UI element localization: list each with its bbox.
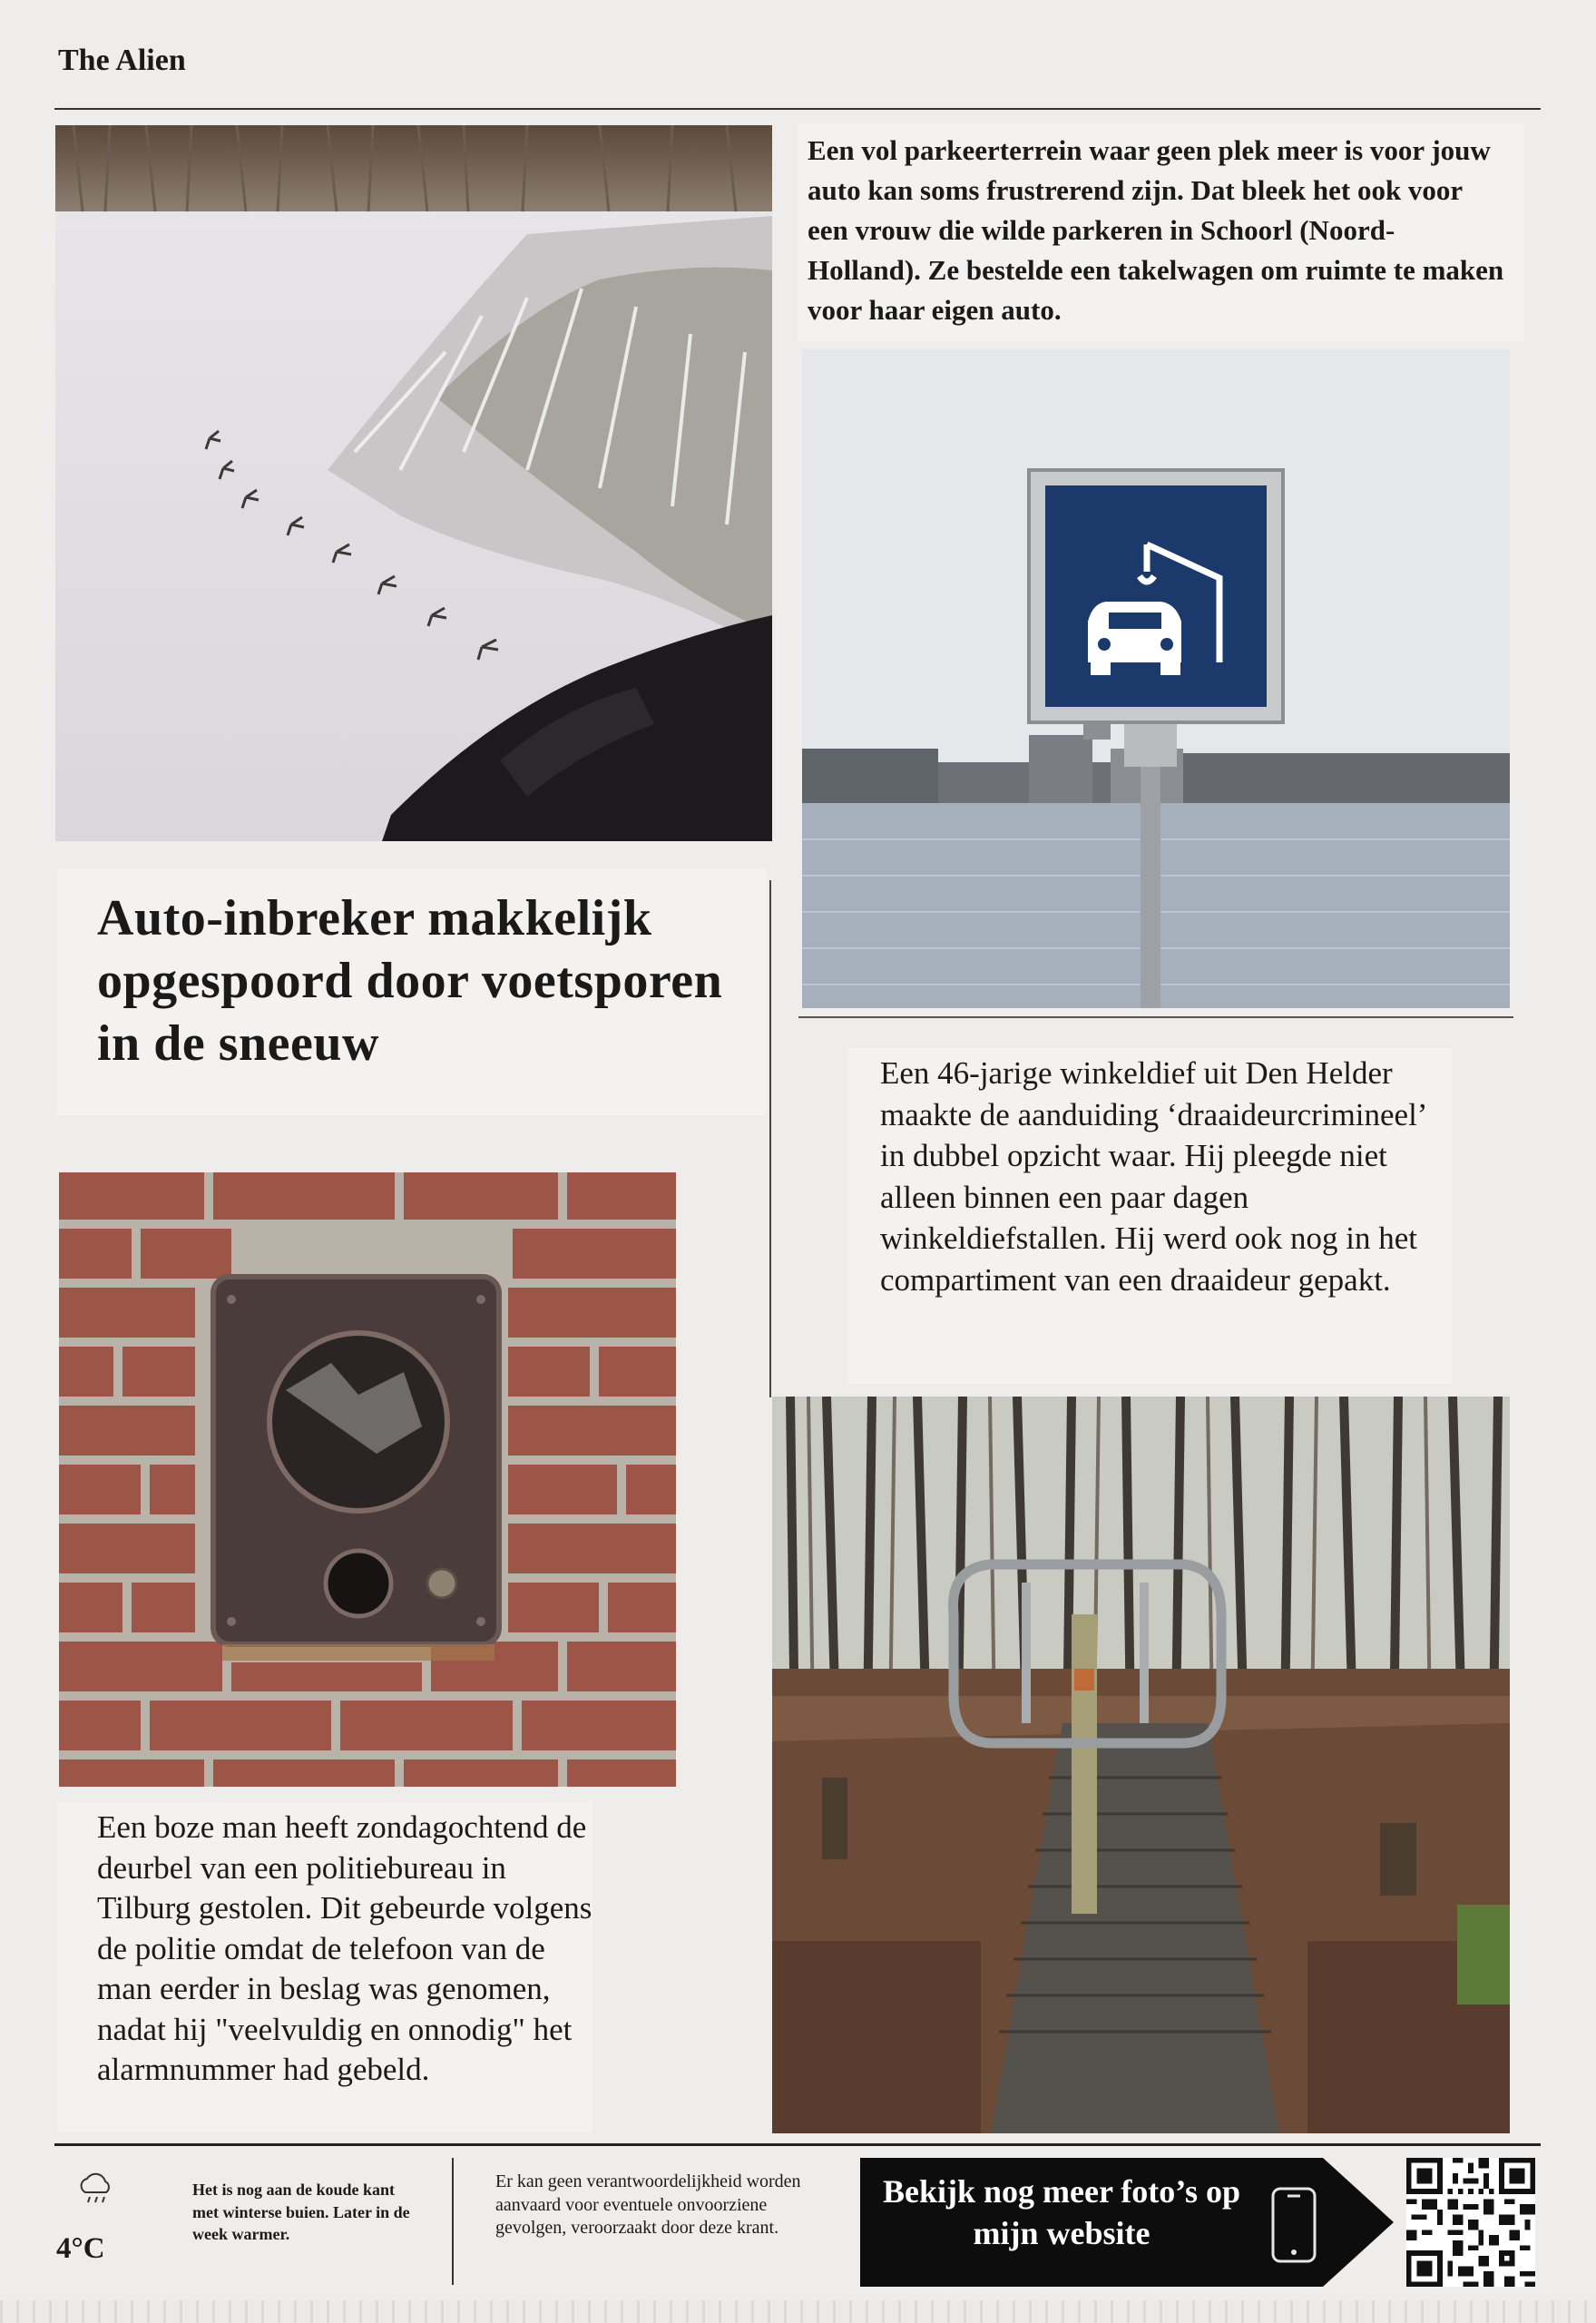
masthead: The Alien [58, 44, 186, 77]
article-shoplifter-text: Een 46-jarige winkeldief uit Den Helder maakte de aanduiding ‘draaideurcrimineel’ in dubbel opzicht waar. Hij pleegde niet alleen binnen een paar dagen winkeldiefstallen. Hij werd ook nog in het compartiment van een draaideur gepakt. [880, 1055, 1425, 1298]
temperature: 4°C [56, 2232, 105, 2265]
photo-rule [798, 1016, 1513, 1018]
disclaimer: Er kan geen verantwoordelijkheid worden aanvaard voor eventuele onvoorziene gevolgen, veroorzaakt door deze krant. [495, 2171, 801, 2238]
photo-snow-footprints [55, 125, 772, 841]
header-rule [54, 108, 1541, 110]
article-parking-text: Een vol parkeerterrein waar geen plek meer is voor jouw auto kan soms frustrerend zijn. Dat bleek het ook voor een vrouw die wilde parkeren in Schoorl (Noord-Holland). Ze bestelde een takelwagen om ruimte te maken voor haar eigen auto. [808, 134, 1504, 326]
smartphone-icon [1270, 2186, 1317, 2264]
qr-code[interactable] [1406, 2158, 1535, 2287]
website-banner-text[interactable]: Bekijk nog meer foto’s op mijn website [883, 2173, 1240, 2251]
photo-boardwalk-gate [772, 1397, 1510, 2133]
footer-divider [452, 2158, 454, 2285]
page-edge [0, 2300, 1596, 2323]
headline: Auto-inbreker makkelijk opgespoord door voetsporen in de sneeuw [97, 890, 723, 1072]
column-rule [769, 880, 771, 1397]
weather-forecast: Het is nog aan de koude kant met winterse buien. Later in de week warmer. [192, 2181, 410, 2243]
cloud-rain-icon [76, 2171, 116, 2207]
photo-tow-sign [802, 349, 1510, 1008]
footer-rule [54, 2143, 1541, 2146]
article-doorbell-text: Een boze man heeft zondagochtend de deurbel van een politiebureau in Tilburg gestolen. Dit gebeurde volgens de politie omdat de telefoon van de man eerder in beslag was genomen, nadat hij "veelvuldig en onnodig" het alarmnummer had gebeld. [97, 1809, 592, 2087]
photo-stolen-doorbell [59, 1172, 676, 1787]
